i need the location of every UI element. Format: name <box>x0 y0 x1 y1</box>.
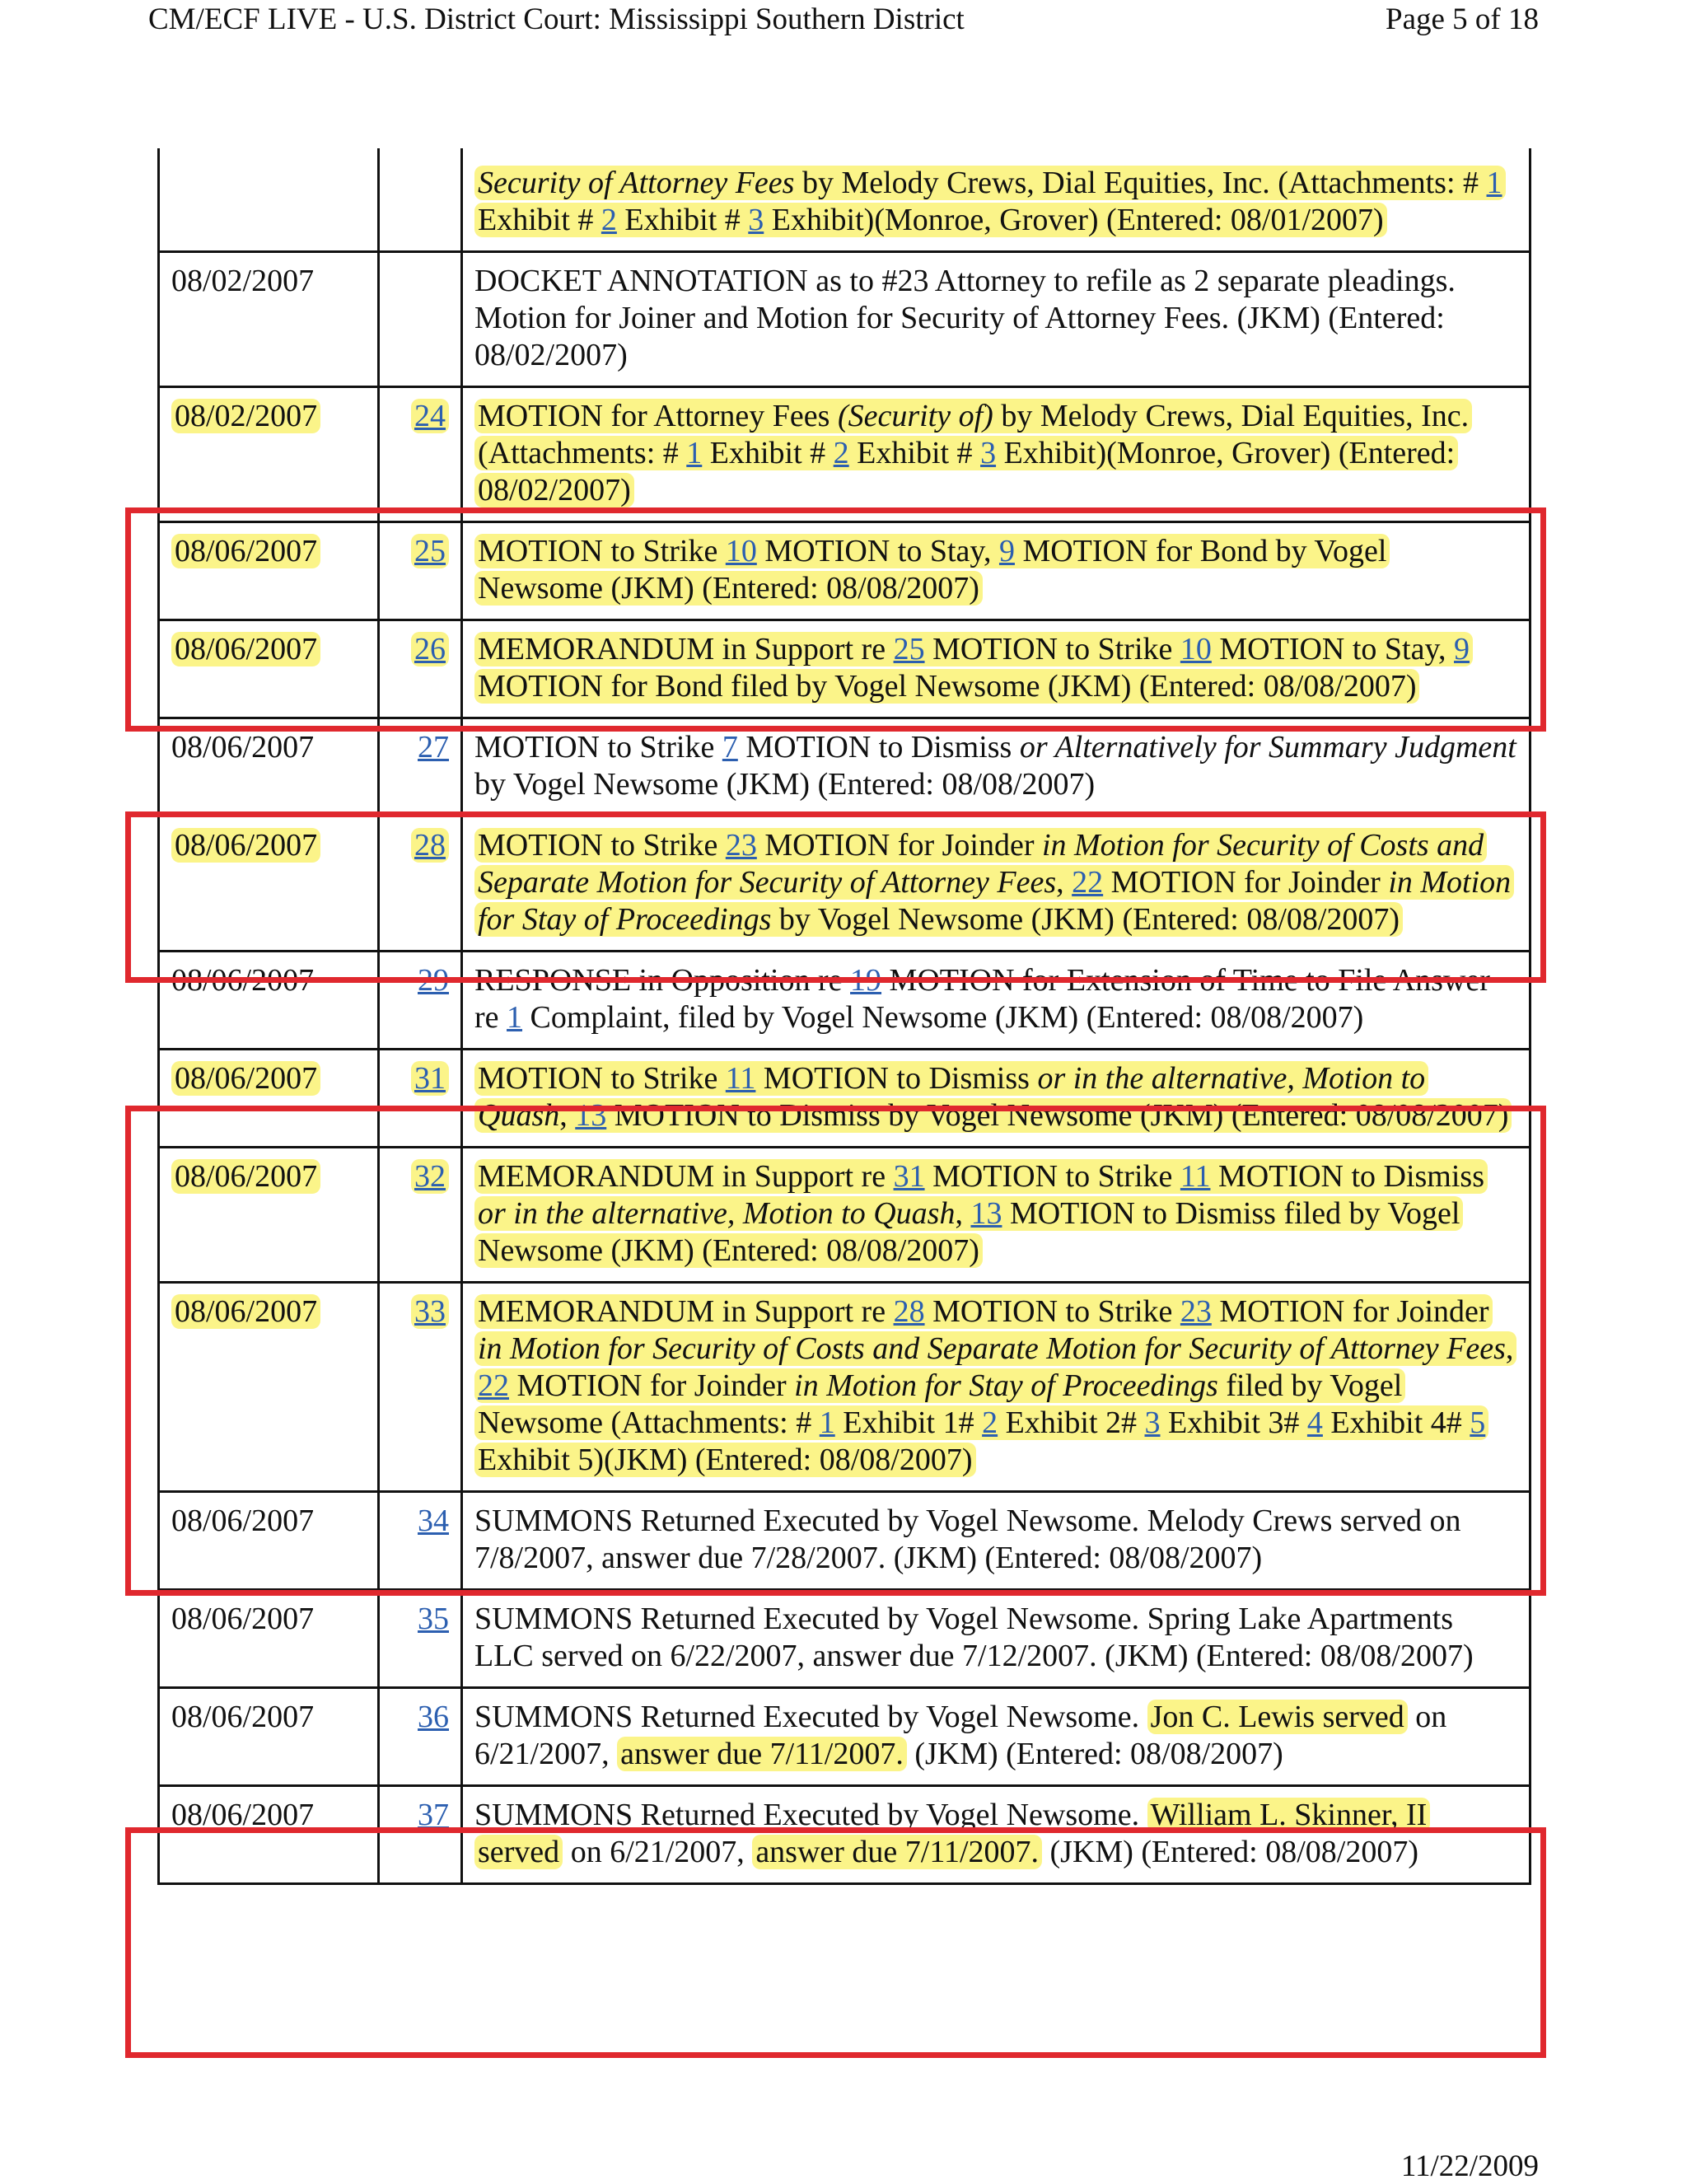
docket-date: 08/06/2007 <box>171 1294 320 1329</box>
docket-text-segment: Exhibit 1# <box>834 1405 983 1440</box>
docket-date: 08/06/2007 <box>171 1798 315 1832</box>
docket-number-link[interactable]: 35 <box>418 1602 449 1636</box>
docket-text-segment: MOTION for Joinder <box>1103 865 1389 900</box>
docket-text-cell <box>462 522 1530 620</box>
docket-text-segment: on 6/21/2007, <box>474 1700 1447 1771</box>
docket-text <box>474 1504 1461 1575</box>
docket-number-cell <box>379 522 462 620</box>
docket-text-segment: Exhibit # <box>478 203 601 237</box>
docket-date-cell <box>159 522 379 620</box>
docket-text-segment: (JKM) (Entered: 08/08/2007) <box>906 1737 1283 1771</box>
docket-row <box>159 1688 1530 1786</box>
docket-text-cell <box>462 1492 1530 1590</box>
document-link[interactable]: 1 <box>507 1000 523 1035</box>
docket-text-segment: , <box>955 1196 971 1231</box>
docket-date-cell <box>159 1786 379 1884</box>
docket-text-cell <box>462 252 1530 387</box>
docket-text-segment: Exhibit)(Monroe, Grover) (Entered: 08/01/2007) <box>764 203 1384 237</box>
docket-row <box>159 718 1530 816</box>
docket-text-cell <box>462 1283 1530 1492</box>
docket-number-highlight <box>411 1159 449 1194</box>
docket-date-cell <box>159 387 379 522</box>
docket-number-cell <box>379 1283 462 1492</box>
docket-number-cell <box>379 387 462 522</box>
docket-date: 08/06/2007 <box>171 828 320 863</box>
docket-text-segment: by Vogel Newsome (JKM) (Entered: 08/08/2007) <box>474 767 1096 802</box>
docket-number-cell <box>379 1148 462 1283</box>
docket-date: 08/06/2007 <box>171 1602 315 1636</box>
docket-text <box>474 264 1456 372</box>
docket-text-italic: Security of Attorney Fees <box>478 166 795 200</box>
docket-number-link[interactable]: 27 <box>418 730 449 765</box>
document-link[interactable]: 1 <box>1486 166 1502 200</box>
docket-date: 08/06/2007 <box>171 730 315 765</box>
document-link[interactable]: 3 <box>980 436 997 470</box>
docket-row <box>159 1283 1530 1492</box>
docket-number-link[interactable]: 33 <box>414 1294 446 1329</box>
docket-date-cell <box>159 718 379 816</box>
document-link[interactable]: 28 <box>893 1294 925 1329</box>
docket-number-cell <box>379 148 462 252</box>
docket-number-highlight <box>411 1294 449 1329</box>
docket-number-link[interactable]: 24 <box>414 399 446 433</box>
docket-number-highlight <box>411 534 449 568</box>
docket-text-segment: Exhibit 3# <box>1160 1405 1307 1440</box>
docket-number-link[interactable]: 31 <box>414 1061 446 1096</box>
document-link[interactable]: 11 <box>1180 1159 1211 1194</box>
docket-number-cell <box>379 1688 462 1786</box>
document-link[interactable]: 13 <box>575 1098 607 1133</box>
docket-text-segment: SUMMONS Returned Executed by Vogel Newsome. <box>474 1700 1147 1734</box>
docket-row <box>159 387 1530 522</box>
docket-text <box>474 1159 1488 1268</box>
docket-text-segment: Exhibit # <box>702 436 834 470</box>
docket-date-cell <box>159 148 379 252</box>
document-link[interactable]: 23 <box>725 828 757 863</box>
docket-text-italic: (Security of) <box>837 399 993 433</box>
docket-text-segment: by Vogel Newsome (JKM) (Entered: 08/08/2007) <box>771 902 1400 937</box>
docket-number-link[interactable]: 34 <box>418 1504 449 1538</box>
docket-text-highlight: William L. Skinner, II served <box>474 1798 1430 1869</box>
page-number: Page 5 of 18 <box>1386 2 1539 36</box>
docket-row <box>159 1786 1530 1884</box>
docket-text-highlight: answer due 7/11/2007. <box>752 1835 1042 1869</box>
docket-text-segment: MOTION for Extension of Time to File Answer re <box>474 963 1490 1035</box>
docket-number-highlight <box>418 1798 449 1832</box>
docket-text-segment: MOTION to Strike <box>474 730 722 765</box>
document-link[interactable]: 19 <box>850 963 882 998</box>
docket-text-cell <box>462 1688 1530 1786</box>
docket-text-segment: on 6/21/2007, <box>563 1835 753 1869</box>
docket-text-cell <box>462 620 1530 718</box>
docket-text <box>474 1602 1474 1673</box>
docket-text <box>474 1798 1430 1869</box>
docket-row <box>159 148 1530 252</box>
docket-text-segment: Exhibit 5)(JKM) (Entered: 08/08/2007) <box>478 1443 973 1477</box>
docket-number-link[interactable]: 32 <box>414 1159 446 1194</box>
document-link[interactable]: 2 <box>600 203 617 237</box>
docket-text <box>474 963 1490 1035</box>
docket-text-segment: MOTION to Stay, <box>1211 632 1455 666</box>
docket-date-cell <box>159 816 379 952</box>
docket-text-segment: by Melody Crews, Dial Equities, Inc. (Attachments: # <box>794 166 1487 200</box>
docket-date: 08/06/2007 <box>171 1700 315 1734</box>
document-link[interactable]: 2 <box>982 1405 998 1440</box>
document-link[interactable]: 9 <box>1454 632 1470 666</box>
document-link[interactable]: 9 <box>998 534 1015 568</box>
docket-number-cell <box>379 1590 462 1688</box>
docket-text-segment: MEMORANDUM in Support re <box>478 632 894 666</box>
docket-row <box>159 1050 1530 1148</box>
docket-date: 08/06/2007 <box>171 963 315 998</box>
docket-text-segment: MOTION to Strike <box>924 1159 1180 1194</box>
docket-number-cell <box>379 816 462 952</box>
docket-number-link[interactable]: 26 <box>414 632 446 666</box>
docket-number-cell <box>379 252 462 387</box>
docket-text-segment: MOTION for Bond by Vogel Newsome (JKM) (Entered: 08/08/2007) <box>478 534 1387 606</box>
docket-text <box>474 399 1472 507</box>
docket-date-cell <box>159 1148 379 1283</box>
docket-text-segment: MEMORANDUM in Support re <box>478 1159 894 1194</box>
docket-number-link[interactable]: 37 <box>418 1798 449 1832</box>
docket-date: 08/06/2007 <box>171 1504 315 1538</box>
docket-text-segment: MOTION to Strike <box>478 1061 726 1096</box>
docket-number-cell <box>379 1492 462 1590</box>
docket-row <box>159 952 1530 1050</box>
docket-number-highlight <box>411 1061 449 1096</box>
docket-number-highlight <box>418 963 449 998</box>
document-link[interactable]: 10 <box>725 534 757 568</box>
docket-number-highlight <box>418 730 449 765</box>
document-link[interactable]: 4 <box>1306 1405 1323 1440</box>
docket-date-cell <box>159 1050 379 1148</box>
docket-text-segment: Exhibit # <box>848 436 981 470</box>
document-link[interactable]: 25 <box>893 632 925 666</box>
docket-date-cell <box>159 1283 379 1492</box>
docket-text-segment: MOTION to Dismiss <box>755 1061 1038 1096</box>
docket-text <box>474 730 1516 802</box>
docket-text-segment: MOTION to Strike <box>478 534 726 568</box>
document-link[interactable]: 22 <box>1072 865 1104 900</box>
docket-text-segment: SUMMONS Returned Executed by Vogel Newsome. Melody Crews served on 7/8/2007, answer due 7/28/2007. (JKM) (Entered: 08/08/2007) <box>474 1504 1461 1575</box>
docket-text-cell <box>462 1786 1530 1884</box>
docket-number-link[interactable]: 36 <box>418 1700 449 1734</box>
docket-text-segment: MOTION to Dismiss <box>737 730 1020 765</box>
docket-text-cell <box>462 816 1530 952</box>
page-header-title: CM/ECF LIVE - U.S. District Court: Mississippi Southern District <box>148 2 965 36</box>
docket-text <box>474 1294 1516 1477</box>
docket-text-cell <box>462 387 1530 522</box>
docket-text-italic: or in the alternative, Motion to Quash <box>478 1061 1426 1133</box>
docket-body <box>159 148 1530 1884</box>
docket-date-cell <box>159 252 379 387</box>
docket-number-highlight <box>418 1504 449 1538</box>
document-link[interactable]: 13 <box>970 1196 1002 1231</box>
docket-number-cell <box>379 952 462 1050</box>
docket-number-link[interactable]: 25 <box>414 534 446 568</box>
docket-date-cell <box>159 1492 379 1590</box>
docket-row <box>159 620 1530 718</box>
docket-text-segment: , <box>1505 1331 1514 1366</box>
docket-text-segment: , <box>559 1098 576 1133</box>
docket-text-segment: RESPONSE in Opposition re <box>474 963 851 998</box>
document-link[interactable]: 3 <box>748 203 764 237</box>
docket-number-link[interactable]: 28 <box>414 828 446 863</box>
docket-table <box>157 148 1531 1885</box>
docket-text-highlight: answer due 7/11/2007. <box>617 1737 907 1771</box>
docket-row <box>159 816 1530 952</box>
docket-text-segment: MOTION to Stay, <box>756 534 999 568</box>
docket-text-cell <box>462 952 1530 1050</box>
document-link[interactable]: 31 <box>893 1159 925 1194</box>
docket-text <box>474 632 1473 704</box>
document-link[interactable]: 1 <box>819 1405 835 1440</box>
docket-date: 08/06/2007 <box>171 1061 320 1096</box>
docket-text-highlight: Jon C. Lewis served <box>1147 1700 1408 1734</box>
docket-text-segment: DOCKET ANNOTATION as to #23 Attorney to refile as 2 separate pleadings. Motion for Joiner and Motion for Security of Attorney Fees. (JKM) (Entered: 08/02/2007) <box>474 264 1456 372</box>
docket-text-segment: filed by Vogel Newsome (Attachments: # <box>478 1368 1403 1440</box>
docket-number-highlight <box>411 399 449 433</box>
docket-text-segment: MOTION to Strike <box>924 1294 1180 1329</box>
docket-text-segment: Exhibit 2# <box>998 1405 1145 1440</box>
docket-number-cell <box>379 1786 462 1884</box>
docket-text-cell <box>462 1148 1530 1283</box>
docket-date: 08/02/2007 <box>171 399 320 433</box>
docket-text-cell <box>462 1590 1530 1688</box>
docket-number-cell <box>379 718 462 816</box>
docket-text-segment: MOTION to Strike <box>478 828 726 863</box>
docket-text-italic: in Motion for Security of Costs and Separate Motion for Security of Attorney Fees <box>478 828 1484 900</box>
docket-text-segment: MEMORANDUM in Support re <box>478 1294 894 1329</box>
docket-text-segment: Complaint, filed by Vogel Newsome (JKM) (Entered: 08/08/2007) <box>522 1000 1364 1035</box>
docket-date-cell <box>159 1590 379 1688</box>
docket-text-segment: by Melody Crews, Dial Equities, Inc. (Attachments: # <box>478 399 1470 470</box>
docket-row <box>159 1492 1530 1590</box>
document-link[interactable]: 11 <box>725 1061 756 1096</box>
docket-date-cell <box>159 620 379 718</box>
document-link[interactable]: 3 <box>1144 1405 1161 1440</box>
footer-date: 11/22/2009 <box>1400 2149 1539 2183</box>
docket-text-segment: MOTION for Attorney Fees <box>478 399 838 433</box>
docket-date: 08/06/2007 <box>171 534 320 568</box>
docket-text-segment: SUMMONS Returned Executed by Vogel Newsome. <box>474 1798 1147 1832</box>
docket-date-cell <box>159 1688 379 1786</box>
docket-text-segment: MOTION to Strike <box>924 632 1180 666</box>
docket-number-highlight <box>418 1700 449 1734</box>
docket-text-segment: MOTION for Joinder <box>756 828 1042 863</box>
docket-date: 08/06/2007 <box>171 632 320 666</box>
docket-row <box>159 1148 1530 1283</box>
document-link[interactable]: 5 <box>1470 1405 1486 1440</box>
docket-number-highlight <box>411 632 449 666</box>
docket-text-segment: (JKM) (Entered: 08/08/2007) <box>1042 1835 1418 1869</box>
docket-text <box>474 828 1514 937</box>
docket-text-italic: or in the alternative, Motion to Quash <box>478 1196 956 1231</box>
docket-row <box>159 1590 1530 1688</box>
docket-number-highlight <box>411 828 449 863</box>
document-link[interactable]: 23 <box>1180 1294 1212 1329</box>
docket-text-segment: Exhibit 4# <box>1322 1405 1470 1440</box>
docket-text-italic: in Motion for Stay of Proceedings <box>794 1368 1218 1403</box>
document-link[interactable]: 10 <box>1180 632 1212 666</box>
docket-text-segment: MOTION for Joinder <box>509 1368 795 1403</box>
docket-text <box>474 166 1506 237</box>
docket-text-segment: MOTION to Dismiss <box>1210 1159 1484 1194</box>
docket-number-highlight <box>418 1602 449 1636</box>
docket-text-segment: MOTION for Bond filed by Vogel Newsome (JKM) (Entered: 08/08/2007) <box>478 669 1417 704</box>
document-link[interactable]: 1 <box>686 436 703 470</box>
docket-number-cell <box>379 1050 462 1148</box>
docket-row <box>159 252 1530 387</box>
document-link[interactable]: 22 <box>478 1368 509 1403</box>
document-link[interactable]: 2 <box>833 436 849 470</box>
docket-text-cell <box>462 718 1530 816</box>
docket-text-cell <box>462 1050 1530 1148</box>
docket-date-cell <box>159 952 379 1050</box>
docket-text-segment: MOTION for Joinder <box>1211 1294 1489 1329</box>
docket-text-segment: MOTION to Dismiss by Vogel Newsome (JKM) (Entered: 08/08/2007) <box>606 1098 1509 1133</box>
docket-number-cell <box>379 620 462 718</box>
docket-text-italic: in Motion for Security of Costs and Separate Motion for Security of Attorney Fees <box>478 1331 1506 1366</box>
docket-text <box>474 534 1390 606</box>
docket-text-segment: , <box>1056 865 1072 900</box>
docket-text-segment: Exhibit)(Monroe, Grover) (Entered: 08/02/2007) <box>478 436 1456 507</box>
docket-text <box>474 1700 1446 1771</box>
docket-date: 08/02/2007 <box>171 264 315 298</box>
docket-row <box>159 522 1530 620</box>
docket-number-link[interactable]: 29 <box>418 963 449 998</box>
docket-text-italic: in Motion for Stay of Proceedings <box>478 865 1512 937</box>
docket-text <box>474 1061 1512 1133</box>
docket-text-segment: SUMMONS Returned Executed by Vogel Newsome. Spring Lake Apartments LLC served on 6/22/2007, answer due 7/12/2007. (JKM) (Entered: 08/08/2007) <box>474 1602 1474 1673</box>
document-link[interactable]: 7 <box>722 730 738 765</box>
docket-date: 08/06/2007 <box>171 1159 320 1194</box>
docket-text-segment: MOTION to Dismiss filed by Vogel Newsome (JKM) (Entered: 08/08/2007) <box>478 1196 1460 1268</box>
docket-text-segment: Exhibit # <box>616 203 749 237</box>
docket-text-italic: or Alternatively for Summary Judgment <box>1019 730 1516 765</box>
docket-text-cell <box>462 148 1530 252</box>
